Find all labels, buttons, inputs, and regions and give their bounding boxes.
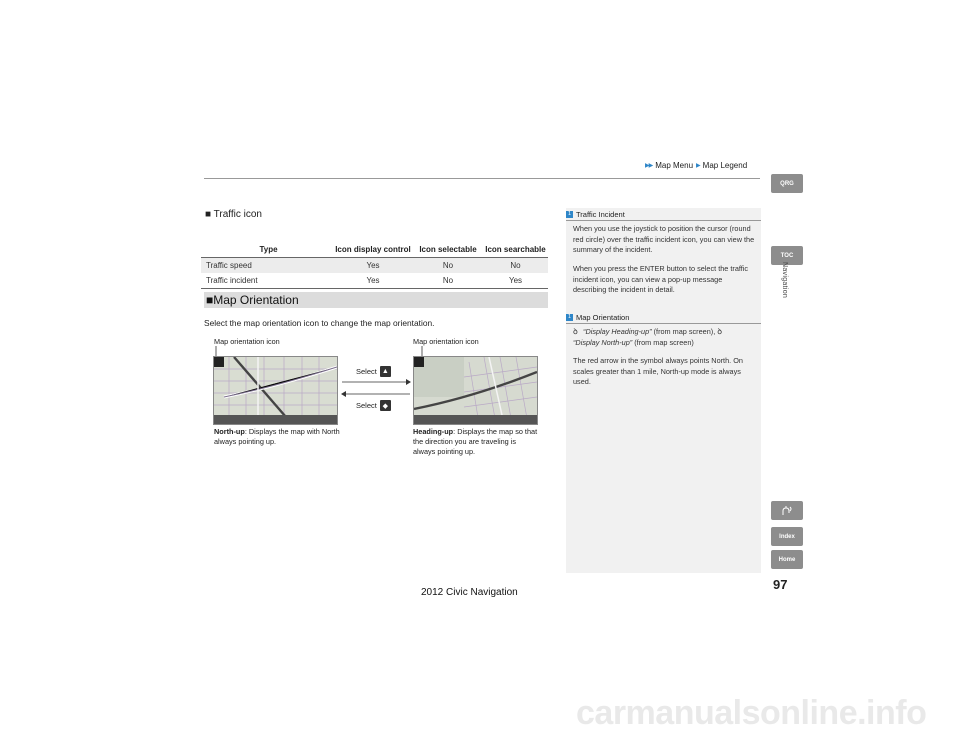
- map-orientation-note-p1: The red arrow in the symbol always points North. On scales greater than 1 mile, North-up mode is always used.: [573, 356, 743, 386]
- table-header: Type: [201, 229, 333, 258]
- north-up-caption: North-up: Displays the map with North always pointing up.: [214, 427, 340, 446]
- traffic-icon-table: [201, 229, 548, 289]
- heading-up-caption: Heading-up: Displays the map so that the direction you are traveling is always pointing up.: [413, 427, 538, 456]
- north-up-map: [213, 356, 338, 425]
- map-orientation-intro: Select the map orientation icon to change the map orientation.: [204, 318, 435, 328]
- table-row: [201, 273, 548, 289]
- select-north-up-label: Select ◆: [356, 400, 391, 411]
- footer-title: 2012 Civic Navigation: [421, 587, 518, 598]
- table-header: Icon searchable: [483, 229, 548, 258]
- table-header: Icon selectable: [413, 229, 483, 258]
- table-cell: No: [483, 258, 548, 274]
- voice-icon: ꝺ: [717, 327, 723, 336]
- qrg-tab[interactable]: QRG: [771, 174, 803, 193]
- map-orientation-icon-label-right: Map orientation icon: [413, 337, 479, 346]
- index-tab[interactable]: Index: [771, 527, 803, 546]
- map-orientation-heading: ■Map Orientation: [204, 292, 548, 308]
- arrow-left-icon: [340, 390, 412, 398]
- map-orientation-icon-label-left: Map orientation icon: [214, 337, 280, 346]
- home-tab[interactable]: Home: [771, 550, 803, 569]
- notes-panel: [566, 208, 761, 573]
- traffic-incident-note-title: 1 Traffic Incident: [567, 210, 625, 219]
- table-cell: No: [413, 273, 483, 289]
- header-divider: [204, 178, 760, 179]
- heading-up-map: [413, 356, 538, 425]
- table-cell: Yes: [333, 273, 413, 289]
- breadcrumb-item-map-legend[interactable]: Map Legend: [702, 161, 748, 170]
- table-cell: Traffic speed: [201, 258, 333, 274]
- voice-icon: ꝺ: [573, 327, 578, 336]
- voice-icon: [781, 505, 793, 517]
- breadcrumb-item-map-menu[interactable]: Map Menu: [655, 161, 694, 170]
- select-heading-up-label: Select ▲: [356, 366, 391, 377]
- breadcrumb-arrow-icon: ▶▶: [645, 163, 653, 169]
- table-cell: Yes: [483, 273, 548, 289]
- map-orientation-voice-commands: ꝺ “Display Heading-up” (from map screen), ꝺ “Display North-up” (from map screen): [573, 327, 755, 348]
- note-divider: [566, 323, 761, 324]
- table-header: Icon display control: [333, 229, 413, 258]
- arrow-right-icon: [340, 378, 412, 386]
- heading-up-icon: ◆: [380, 400, 391, 411]
- map-orientation-note-title: 1 Map Orientation: [567, 313, 630, 322]
- watermark: carmanualsonline.info: [576, 694, 927, 732]
- table-cell: Yes: [333, 258, 413, 274]
- voice-command-tab[interactable]: [771, 501, 803, 520]
- breadcrumb: [645, 161, 747, 170]
- note-divider: [566, 220, 761, 221]
- traffic-incident-note-p2: When you press the ENTER button to select the traffic incident icon, you can view a pop-up message describing the incident in detail.: [573, 264, 749, 294]
- toc-tab[interactable]: TOC: [771, 246, 803, 265]
- section-navigation-label: Navigation: [781, 262, 788, 299]
- table-row: [201, 258, 548, 274]
- traffic-icon-heading: ■ Traffic icon: [205, 209, 262, 220]
- note-number-icon: 1: [567, 314, 572, 320]
- page-number: 97: [773, 577, 788, 592]
- breadcrumb-arrow-icon: ▶: [696, 163, 700, 169]
- traffic-incident-note-p1: When you use the joystick to position the cursor (round red circle) over the traffic incident icon, you can view the summary of the incident.: [573, 224, 755, 254]
- table-cell: Traffic incident: [201, 273, 333, 289]
- table-cell: No: [413, 258, 483, 274]
- north-up-icon: ▲: [380, 366, 391, 377]
- note-number-icon: 1: [567, 211, 572, 217]
